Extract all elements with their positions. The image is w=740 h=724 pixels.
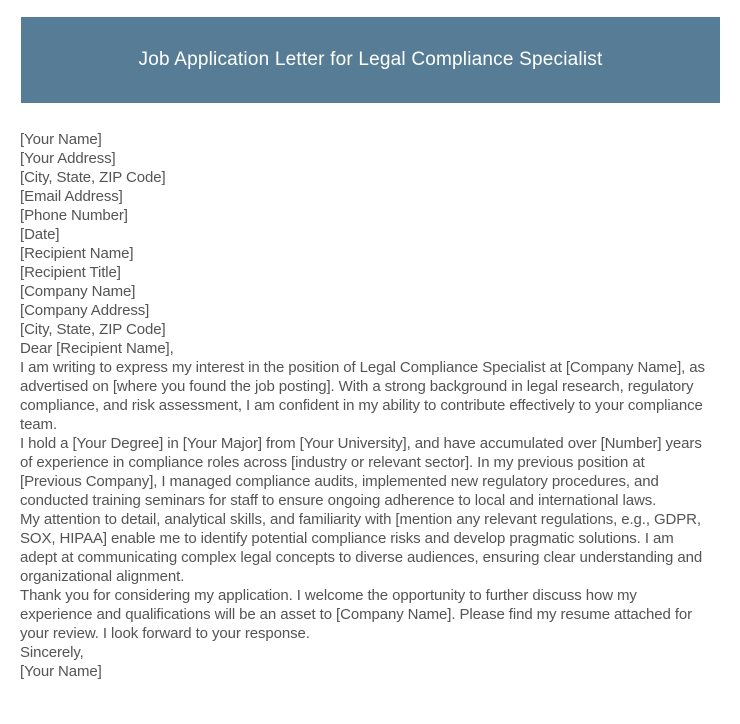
- signature: [Your Name]: [20, 663, 102, 680]
- recipient-line: [Company Name]: [20, 283, 136, 300]
- contact-line: [City, State, ZIP Code]: [20, 169, 166, 186]
- letter-paragraph: I am writing to express my interest in the position of Legal Compliance Specialist at [Company Name], as advertised on [where you found the job posting]. With a strong background in legal research, regulatory compliance, and risk assessment, I am confident in my ability to contribute effectively to your compliance team.: [20, 359, 705, 433]
- contact-line: [Phone Number]: [20, 207, 128, 224]
- title-band: [21, 17, 720, 103]
- contact-line: [Your Address]: [20, 150, 116, 167]
- recipient-line: [Recipient Name]: [20, 245, 134, 262]
- recipient-line: [Recipient Title]: [20, 264, 121, 281]
- letter-paragraph: Thank you for considering my application. I welcome the opportunity to further discuss how my experience and qualifications will be an asset to [Company Name]. Please find my resume attached for your review. I look forward to your response.: [20, 587, 693, 642]
- page-title: Job Application Letter for Legal Compliance Specialist: [138, 49, 603, 70]
- letter-paragraph: My attention to detail, analytical skills, and familiarity with [mention any relevant regulations, e.g., GDPR, SOX, HIPAA] enable me to identify potential compliance risks and develop pragmatic solutions. I am adept at communicating complex legal concepts to diverse audiences, ensuring clear understanding and organizational alignment.: [20, 511, 703, 585]
- contact-line: [Email Address]: [20, 188, 123, 205]
- letter-body: [20, 130, 710, 681]
- contact-line: [Date]: [20, 226, 60, 243]
- salutation: Dear [Recipient Name],: [20, 340, 174, 357]
- contact-line: [Your Name]: [20, 131, 102, 148]
- recipient-line: [City, State, ZIP Code]: [20, 321, 166, 338]
- letter-paragraph: I hold a [Your Degree] in [Your Major] from [Your University], and have accumulated over [Number] years of experience in compliance roles across [industry or relevant sector]. In my previous position at [Previous Company], I managed compliance audits, implemented new regulatory procedures, and conducted training seminars for staff to ensure ongoing adherence to local and international laws.: [20, 435, 702, 509]
- closing: Sincerely,: [20, 644, 84, 661]
- recipient-line: [Company Address]: [20, 302, 150, 319]
